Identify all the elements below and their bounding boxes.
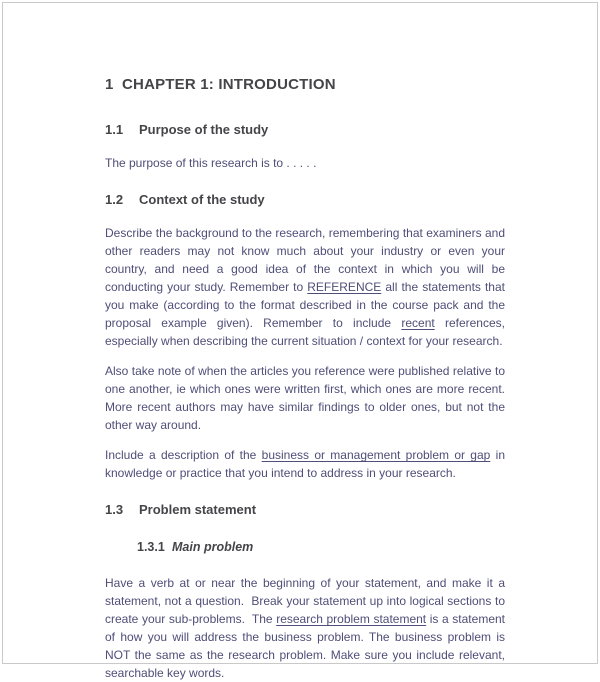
section-title: Problem statement	[139, 502, 257, 517]
context-paragraph-1	[105, 224, 505, 350]
text-segment: references, especially when describing the current situation / context for your research.	[105, 316, 505, 348]
text-segment: Include a description of the	[105, 448, 262, 462]
underlined-text: business or management problem or gap	[261, 448, 491, 462]
text-segment: all the statements that you make (according to the format described in the course pack and the proposal example given). Remember to include	[105, 280, 505, 330]
section-heading-purpose	[105, 122, 505, 137]
purpose-paragraph	[105, 154, 505, 172]
chapter-heading	[105, 76, 505, 93]
text-segment: is a statement of how you will address the business problem. The business problem is NOT the same as the research problem. Make sure you include relevant, searchable key words.	[105, 612, 505, 680]
section-title: Purpose of the study	[139, 122, 269, 137]
text-segment: Describe the background to the research, remembering that examiners and other readers may not know much about your industry or even your country, and need a good idea of the context in which you will be conducting your study. Remember to	[105, 226, 505, 294]
text-segment: Also take note of when the articles you reference were published relative to one another, ie which ones were written first, which ones are more recent. More recent authors may have similar findings to older ones, but not the other way around.	[105, 364, 505, 432]
section-heading-problem-statement	[105, 502, 505, 517]
text-segment: Have a verb at or near the beginning of your statement, and make it a statement, not a question. Break your statement up into logical sections to create your sub-problems. The	[105, 576, 505, 626]
text-segment: The purpose of this research is to . . . . .	[105, 156, 317, 170]
section-heading-context	[105, 192, 505, 207]
subsection-number: 1.3.1	[137, 540, 165, 554]
context-paragraph-3	[105, 446, 505, 482]
chapter-title: CHAPTER 1: INTRODUCTION	[122, 76, 336, 93]
underlined-text: recent	[401, 316, 435, 330]
context-paragraph-2	[105, 362, 505, 434]
underlined-text: research problem statement	[276, 612, 427, 626]
section-number: 1.1	[105, 122, 124, 137]
subsection-heading-main-problem	[137, 540, 505, 554]
section-number: 1.2	[105, 192, 124, 207]
chapter-number: 1	[105, 76, 114, 93]
text-segment: in knowledge or practice that you intend to address in your research.	[105, 448, 505, 480]
underlined-text: REFERENCE	[307, 280, 382, 294]
section-title: Context of the study	[139, 192, 265, 207]
section-number: 1.3	[105, 502, 124, 517]
subsection-title: Main problem	[172, 540, 254, 554]
